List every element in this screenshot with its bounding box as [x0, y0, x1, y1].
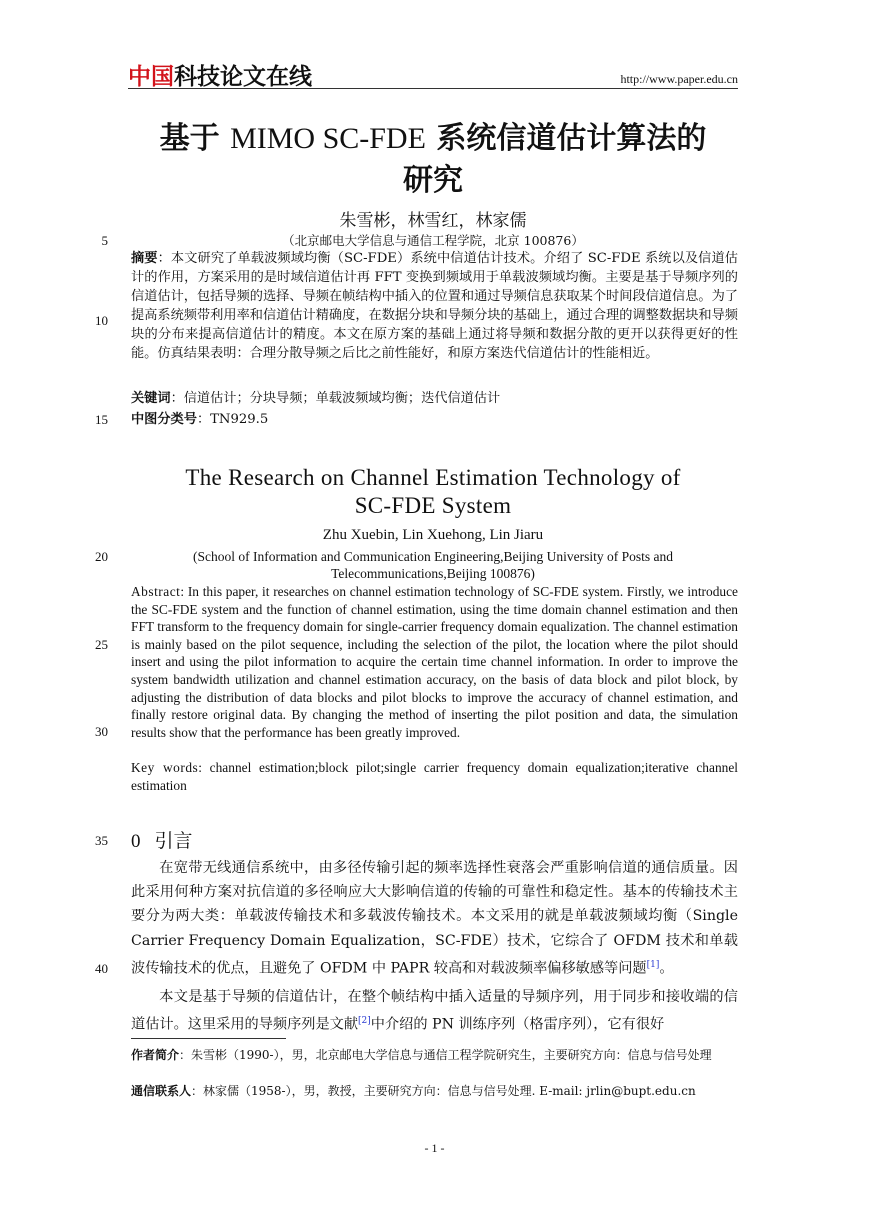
line-number: 30	[95, 724, 108, 739]
line-number: 20	[95, 549, 108, 564]
site-logo	[128, 58, 312, 91]
intro-p1-text: 在宽带无线通信系统中，由多径传输引起的频率选择性衰落会严重影响信道的通信质量。因此采用何种方案对抗信道的多径响应大大影响信道的传输的可靠性和稳定性。基本的传输技术主要分为两大类：单载波传输技术和多载波传输技术。本文采用的就是单载波频域均衡（Single Carrier Frequency Domain Equalization，SC-FDE）技术，它综合了 OFDM 技术和单载波传输技术的优点，且避免了 OFDM 中 PAPR 较高和对载波频率偏移敏感等问题	[131, 860, 738, 977]
line-number: 35	[95, 833, 108, 848]
title-cn-latin: MIMO SC-FDE	[230, 122, 426, 155]
intro-p1-end: 。	[659, 960, 674, 977]
title-cn-line2: 研究	[403, 163, 463, 198]
authors-en: Zhu Xuebin, Lin Xuehong, Lin Jiaru	[322, 527, 544, 543]
footnote-author-text: ：朱雪彬（1990-），男，北京邮电大学信息与通信工程学院研究生，主要研究方向：信息与信号处理	[179, 1048, 712, 1062]
citation-link[interactable]: [1]	[646, 959, 660, 970]
intro-p2-text: 本文是基于导频的信道估计，在整个帧结构中插入适量的导频序列，用于同步和接收端的信道估计。这里采用的导频序列是文献	[131, 989, 738, 1033]
keywords-en-text: : channel estimation;block pilot;single carrier frequency domain equalization;iterative channel estimation	[131, 760, 739, 793]
line-number: 5	[101, 233, 108, 248]
footnote-author-label: 作者简介	[131, 1048, 180, 1062]
abstract-en-label: Abstract	[131, 584, 181, 599]
keywords-cn-text: ：信道估计；分块导频；单载波频域均衡；迭代信道估计	[170, 391, 501, 406]
line-number: 10	[95, 313, 108, 328]
authors-cn: 朱雪彬，林雪红，林家儒	[339, 211, 527, 231]
abstract-cn-label: 摘要	[131, 251, 158, 266]
line-number: 15	[95, 412, 108, 427]
abstract-en	[131, 583, 738, 741]
footnote-contact-text: ：林家儒（1958-），男，教授，主要研究方向：信息与信号处理. E-mail: jrlin@bupt.edu.cn	[191, 1084, 696, 1098]
line-number: 25	[95, 637, 108, 652]
intro-p2-end: 中介绍的 PN 训练序列（格雷序列），它有很好	[370, 1016, 665, 1033]
section-heading	[131, 826, 193, 853]
footnote-contact	[131, 1083, 738, 1100]
affiliation-en-line2: Telecommunications,Beijing 100876)	[331, 566, 535, 581]
intro-paragraph-2	[131, 985, 738, 1037]
footnote-author	[131, 1047, 738, 1064]
line-number: 40	[95, 961, 108, 976]
section-number: 0	[131, 831, 141, 852]
title-cn-part1: 基于	[159, 121, 231, 156]
paper-title-en	[128, 464, 738, 520]
keywords-cn-label: 关键词	[131, 391, 171, 406]
keywords-cn	[131, 389, 738, 408]
keywords-en-label: Key words	[131, 760, 199, 775]
page-number: - 1 -	[424, 1141, 445, 1155]
logo-red-text: 中国	[128, 64, 174, 90]
footnote-divider	[131, 1038, 286, 1039]
footnote-contact-label: 通信联系人	[131, 1084, 192, 1098]
abstract-en-text: : In this paper, it researches on channel estimation technology of SC-FDE system. Firstly, we introduce the SC-FDE system and the function of channel estimation, using the time domain channel estimation and then FFT transform to the frequency domain for single-carrier frequency domain equalization. The channel estimation is mainly based on the pilot sequence, including the selection of the pilot, the location where the pilot should insert and using the pilot information to acquire the certain time channel information. In order to improve the system bandwidth utilization and channel estimation accuracy, on the basis of data block and pilot block, by adjusting the distribution of data blocks and pilot blocks to improve the accuracy of channel estimation, and finally restore original data. By changing the method of inserting the pilot position and data, the simulation results show that the performance has been greatly improved.	[131, 584, 738, 740]
affiliation-cn: （北京邮电大学信息与通信工程学院，北京 100876）	[282, 233, 584, 248]
clc-cn-text: ：TN929.5	[196, 412, 269, 427]
clc-cn	[131, 410, 738, 429]
title-en-line2: SC-FDE System	[354, 493, 512, 518]
abstract-cn-text: ：本文研究了单载波频域均衡（SC-FDE）系统中信道估计技术。介绍了 SC-FDE 系统以及信道估计的作用，方案采用的是时域信道估计再 FFT 变换到频域用于单载波频域均衡。主要是基于导频序列的信道估计，包括导频的选择、导频在帧结构中插入的位置和通过导频信息获取某个时间段信道信息。为了提高系统频带利用率和信道估计精确度，在数据分块和导频分块的基础上，通过合理的调整数据块和导频块的分布来提高信道估计的精度。本文在原方案的基础上通过将导频和数据分散的更开以获得更好的性能。仿真结果表明：合理分散导频之后比之前性能好，和原方案迭代信道估计的性能相近。	[131, 251, 738, 361]
header-url[interactable]: http://www.paper.edu.cn	[620, 72, 738, 86]
paper-title-cn	[128, 118, 738, 202]
affiliation-en	[128, 548, 738, 582]
keywords-en	[131, 759, 738, 794]
intro-paragraph-1	[131, 856, 738, 981]
header-divider	[128, 88, 738, 89]
section-title: 引言	[154, 830, 193, 852]
affiliation-en-line1: (School of Information and Communication Engineering,Beijing University of Posts and	[193, 549, 673, 564]
logo-dark-text: 科技论文在线	[174, 64, 312, 90]
title-en-line1: The Research on Channel Estimation Technology of	[185, 465, 681, 490]
abstract-cn	[131, 249, 738, 363]
clc-cn-label: 中图分类号	[131, 412, 197, 427]
citation-link[interactable]: [2]	[358, 1016, 371, 1027]
title-cn-part2: 系统信道估计算法的	[425, 121, 707, 156]
